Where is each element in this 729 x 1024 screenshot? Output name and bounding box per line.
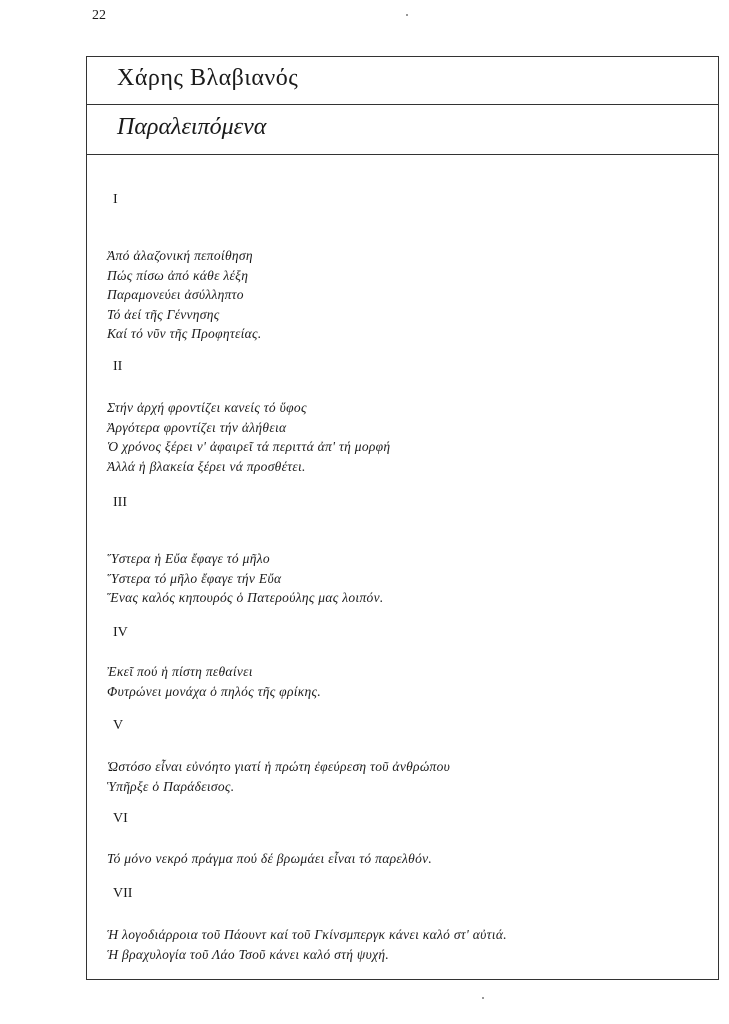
section-label: VII bbox=[113, 886, 133, 901]
verse-line: Παραμονεύει ἀσύλληπτο bbox=[107, 287, 244, 302]
section-label: IV bbox=[113, 625, 128, 640]
verse-line: Ἀργότερα φροντίζει τήν ἀλήθεια bbox=[107, 419, 287, 435]
section-label: V bbox=[113, 718, 124, 733]
section-verse bbox=[107, 849, 708, 869]
verse-line: Ὕστερα ἡ Εὔα ἔφαγε τό μῆλο bbox=[107, 551, 270, 566]
verse-line: Ὕστερα τό μῆλο ἔφαγε τήν Εὔα bbox=[107, 570, 282, 586]
verse-line: Ὡστόσο εἶναι εὐνόητο γιατί ἡ πρώτη ἐφεύρεση τοῦ ἀνθρώπου bbox=[107, 759, 451, 774]
verse-line: Ἐκεῖ πού ἡ πίστη πεθαίνει bbox=[107, 664, 253, 679]
verse-line: Ὁ χρόνος ξέρει ν' ἀφαιρεῖ τά περιττά ἀπ' τή μορφή bbox=[107, 439, 391, 454]
scan-speck bbox=[482, 997, 484, 999]
verse-line: Φυτρώνει μονάχα ὁ πηλός τῆς φρίκης. bbox=[107, 683, 322, 699]
title-header bbox=[87, 104, 718, 155]
section-label: VI bbox=[113, 811, 128, 826]
verse-line: Ἡ βραχυλογία τοῦ Λάο Τσοῦ κάνει καλό στή ψυχή. bbox=[107, 946, 390, 962]
verse-line: Πώς πίσω ἀπό κάθε λέξη bbox=[107, 267, 249, 283]
verse-line: Στήν ἀρχή φροντίζει κανείς τό ὕφος bbox=[107, 400, 307, 415]
section-verse bbox=[107, 662, 708, 701]
section-label: I bbox=[113, 192, 118, 207]
verse-line: Ὑπῆρξε ὁ Παράδεισος. bbox=[107, 778, 235, 794]
scan-speck bbox=[406, 14, 408, 16]
section-label: III bbox=[113, 495, 127, 510]
section-verse bbox=[107, 757, 708, 796]
poem-frame bbox=[86, 56, 719, 980]
section-verse bbox=[107, 398, 708, 476]
verse-line: Τό ἀεί τῆς Γέννησης bbox=[107, 306, 220, 322]
section-verse bbox=[107, 246, 708, 344]
section-label: II bbox=[113, 359, 123, 374]
verse-line: Ἡ λογοδιάρροια τοῦ Πάουντ καί τοῦ Γκίνσμπεργκ κάνει καλό στ' αὐτιά. bbox=[107, 927, 507, 942]
verse-line: Ἀπό ἀλαζονική πεποίθηση bbox=[107, 248, 253, 263]
section-verse bbox=[107, 549, 708, 608]
verse-line: Ἕνας καλός κηπουρός ὁ Πατερούλης μας λοιπόν. bbox=[107, 590, 384, 605]
verse-line: Καί τό νῦν τῆς Προφητείας. bbox=[107, 326, 262, 341]
page-number: 22 bbox=[92, 8, 106, 23]
author-name: Χάρης Βλαβιανός bbox=[117, 65, 299, 91]
author-header bbox=[87, 57, 718, 105]
poem-title: Παραλειπόμενα bbox=[117, 114, 267, 140]
verse-line: Τό μόνο νεκρό πράγμα πού δέ βρωμάει εἶναι τό παρελθόν. bbox=[107, 851, 433, 866]
verse-line: Ἀλλά ἡ βλακεία ξέρει νά προσθέτει. bbox=[107, 458, 306, 474]
section-verse bbox=[107, 925, 708, 964]
